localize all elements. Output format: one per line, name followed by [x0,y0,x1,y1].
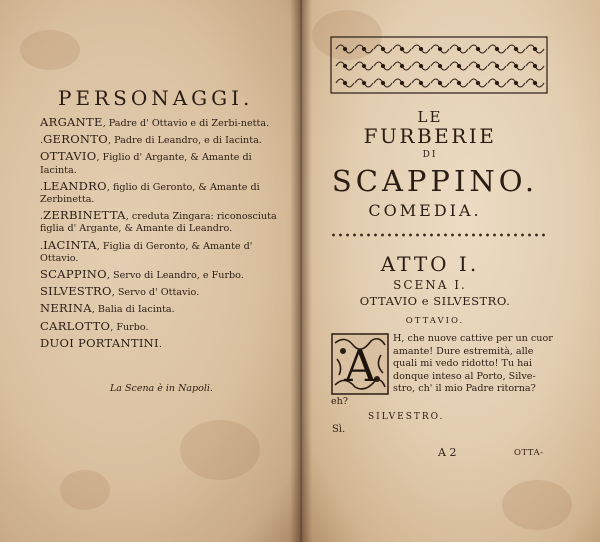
cast-name: IACINTA [43,237,97,252]
cast-description: , Figlia di Geronto, & Amante d' Ottavio. [40,240,253,264]
title-scappino: SCAPPINO. [331,164,539,198]
ornament-dot [343,64,346,67]
cast-entry [40,302,290,316]
ornament-dot [400,64,403,67]
ornament-dot [533,64,536,67]
silvestro-reply: Sì. [332,424,346,435]
ornament-dot [438,47,441,50]
scene-characters: OTTAVIO e SILVESTRO. [359,294,511,308]
ornament-dot [419,47,422,50]
ornament-dot [400,81,403,84]
cast-description: , figlio di Geronto, & Amante di Zerbinetta. [40,181,260,206]
ornament-dot [514,81,517,84]
cast-marker: . [40,211,44,223]
ornament-dot [457,81,460,84]
cast-description: , Balia di Iacinta. [91,304,175,316]
ornament-dot [495,81,498,84]
signature-mark: A 2 [438,446,457,459]
ornament-dot [514,47,517,50]
book-gutter [290,0,312,542]
cast-description: , Servo di Leandro, e Furbo. [106,270,244,282]
cast-entry [40,133,290,147]
cast-name: ZERBINETTA [43,208,126,223]
ornament-dot [533,81,536,84]
act-heading: ATTO I. [380,252,480,276]
ornament-dot [476,47,479,50]
cast-entry [40,337,290,351]
ornament-dot [533,47,536,50]
cast-description: , Padre di Leandro, e di Iacinta. [108,135,262,147]
catchword: OTTA- [514,448,544,458]
cast-name: SILVESTRO [40,284,112,299]
speaker-silvestro: SILVESTRO. [368,412,445,422]
cast-description: , Servo d' Ottavio. [111,287,200,299]
speech-line: H, che nuove cattive per un cuor [393,333,553,344]
ornament-dot [438,81,441,84]
cast-entry [40,116,290,130]
ornament-dot [514,64,517,67]
cast-marker: . [40,181,44,193]
ornament-dot [381,47,384,50]
ottavio-speech-end: eh? [331,396,348,407]
dotted-rule [330,231,548,239]
speech-line: quali mi vedo ridotto! Tu hai [393,358,533,370]
cast-name: SCAPPINO [40,267,107,282]
ornament-dot [476,64,479,67]
cast-name: GERONTO [43,132,108,147]
cast-marker: . [40,240,44,252]
speech-line: amante! Dure estremità, alle [393,345,534,357]
decorated-initial-icon [331,333,389,395]
ornament-dot [495,47,498,50]
cast-description: , creduta Zingara: riconosciuta figlia d' Argante, & Amante di Leandro. [40,211,277,235]
title-di: DI [422,150,438,160]
cast-description: , Padre d' Ottavio e di Zerbi-netta. [102,118,270,129]
scene-location-note: La Scena è in Napoli. [110,383,213,394]
ornament-dot [419,64,422,67]
cast-entry [40,268,290,282]
ornament-dot [457,64,460,67]
cast-name: CARLOTTO [40,318,111,333]
cast-name: OTTAVIO [40,149,97,164]
headpiece-ornament [330,36,548,94]
cast-entry [40,150,290,176]
cast-entry [40,239,290,265]
cast-heading: PERSONAGGI. [58,86,254,110]
speech-line: stro, ch' il mio Padre ritorna? [393,383,536,395]
cast-name: ARGANTE [40,115,103,129]
ornament-dot [419,81,422,84]
ornament-dot [495,64,498,67]
ornament-dot [362,81,365,84]
title-comedia: COMEDIA. [368,201,482,220]
cast-list [40,116,290,354]
scene-heading: SCENA I. [393,278,467,292]
speech-line: donque inteso al Porto, Silve- [393,370,536,382]
ornament-dot [343,81,346,84]
speaker-ottavio: OTTAVIO. [405,316,465,326]
ornament-dot [362,64,365,67]
cast-description: . [158,338,162,350]
cast-name: NERINA [40,301,92,316]
cast-entry [40,180,290,206]
title-le: LE [417,108,443,126]
ornament-dot [381,81,384,84]
ornament-dot [476,81,479,84]
ornament-dot [381,64,384,67]
title-furberie: FURBERIE [363,124,497,148]
ornament-dot [400,47,403,50]
cast-entry [40,209,290,235]
cast-description: , Figlio d' Argante, & Amante di Iacinta. [40,152,252,176]
cast-marker: . [40,135,44,147]
cast-name: DUOI PORTANTINI [40,335,159,350]
cast-description: , Furbo. [110,321,149,333]
ottavio-speech [393,333,553,396]
cast-entry [40,320,290,334]
svg-text:A: A [344,341,376,392]
ornament-dot [343,47,346,50]
ornament-dot [362,47,365,50]
ornament-dot [457,47,460,50]
cast-entry [40,285,290,299]
ornament-dot [438,64,441,67]
cast-name: LEANDRO [43,178,107,193]
